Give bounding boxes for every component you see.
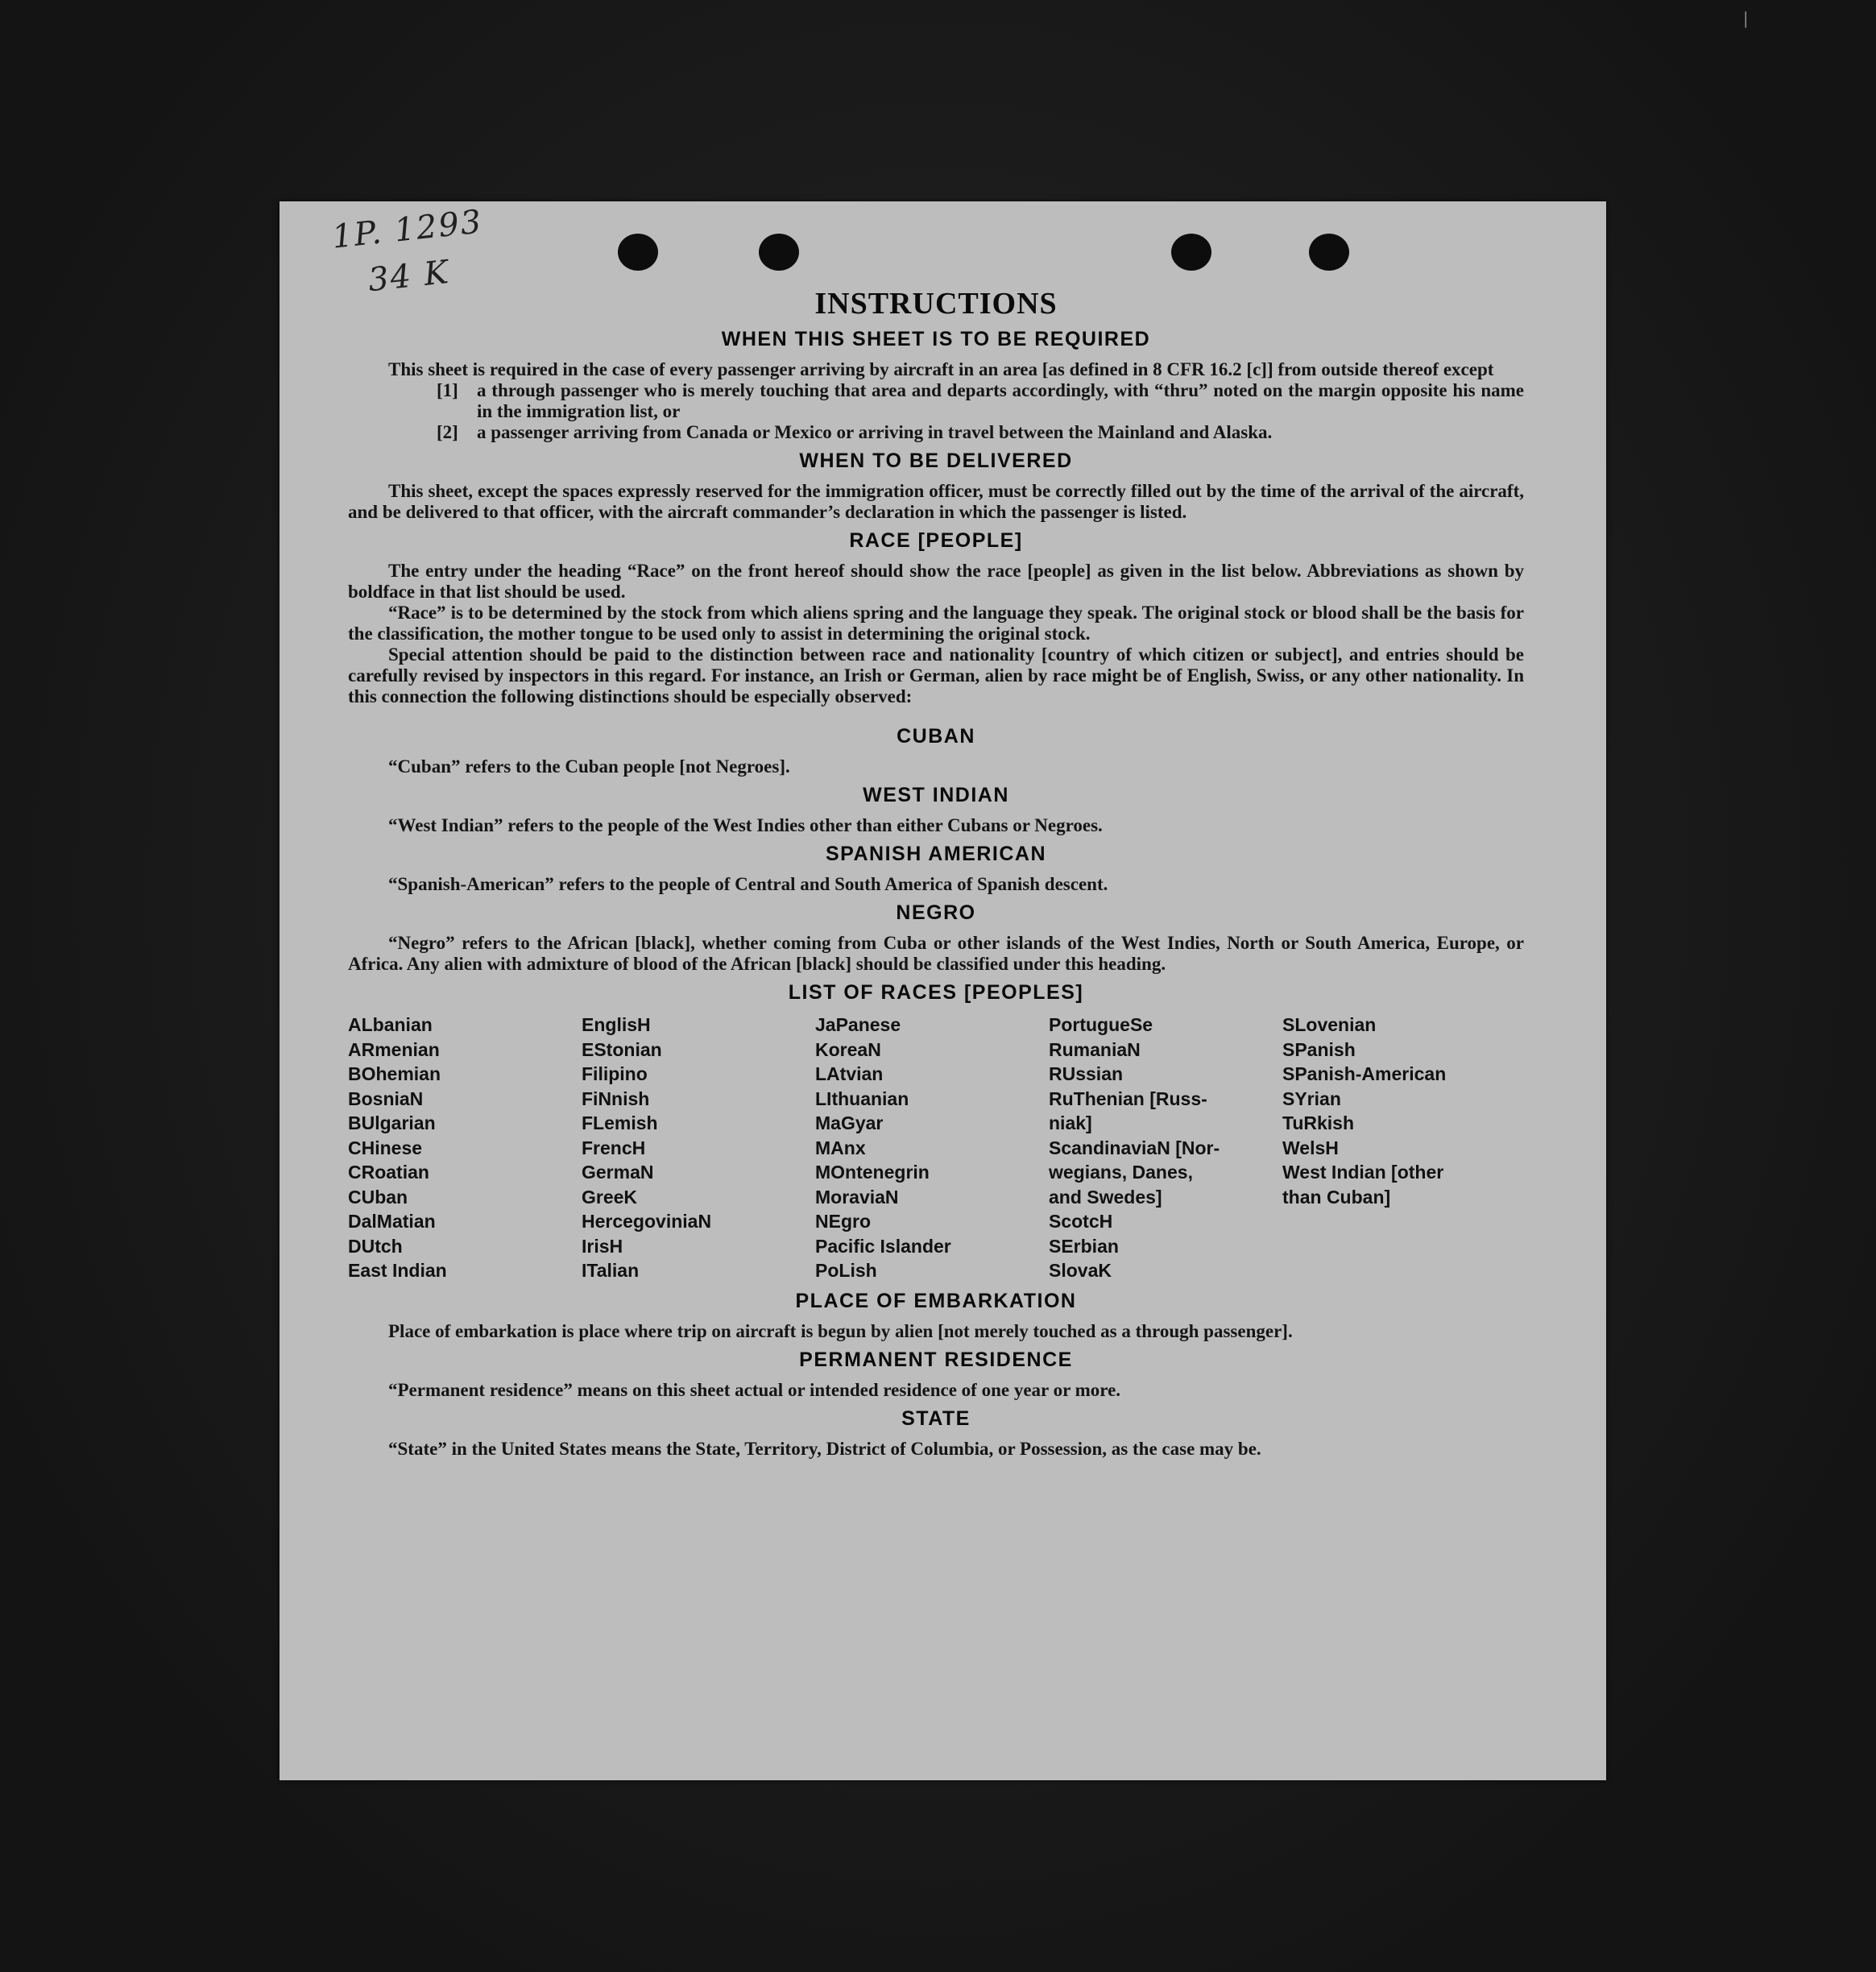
state-text: “State” in the United States means the State, Territory, District of Columbia, or Possession, as the case may be. (388, 1438, 1261, 1459)
race-entry: DalMatian (348, 1211, 436, 1232)
punch-hole (1171, 234, 1211, 271)
race-entry: IrisH (582, 1235, 623, 1257)
races-column (1282, 1013, 1524, 1283)
race-entry: RUssian (1049, 1063, 1124, 1084)
race-entry: NEgro (815, 1211, 871, 1232)
race-entry: CRoatian (348, 1162, 429, 1183)
races-column (582, 1013, 815, 1283)
race-entry: East Indian (348, 1260, 447, 1281)
exception-number: [1] (437, 380, 458, 400)
race-entry: MAnx (815, 1137, 866, 1158)
race-entry: MOntenegrin (815, 1162, 930, 1183)
race-entry: EStonian (582, 1038, 662, 1060)
race-entry: PoLish (815, 1260, 877, 1281)
punch-hole (1309, 234, 1349, 271)
races-list (348, 1013, 1524, 1283)
race-entry: SPanish (1282, 1038, 1356, 1060)
race-heading: RACE [PEOPLE] (849, 529, 1023, 552)
races-column (815, 1013, 1049, 1283)
race-entry: LIthuanian (815, 1088, 909, 1109)
race-entry: FrencH (582, 1137, 646, 1158)
race-entry: FLemish (582, 1112, 658, 1133)
when-required-heading: WHEN THIS SHEET IS TO BE REQUIRED (721, 328, 1151, 350)
race-entry: JaPanese (815, 1014, 901, 1035)
race-entry: BOhemian (348, 1063, 441, 1084)
race-entry: BosniaN (348, 1088, 424, 1109)
punch-hole (759, 234, 799, 271)
race-paragraph-1: The entry under the heading “Race” on the front hereof should show the race [people] as given in the list below. Abbreviations as shown by boldface in that list should be used. (348, 561, 1524, 602)
west-indian-text: “West Indian” refers to the people of the West Indies other than either Cubans or Negroes. (388, 815, 1103, 835)
scan-edge-mark: | (1744, 8, 1748, 28)
handwritten-note-1: 1P. 1293 (330, 203, 485, 256)
race-entry: RuThenian [Russ- niak] (1049, 1088, 1207, 1133)
race-entry: SPanish-American (1282, 1063, 1447, 1084)
race-entry: West Indian [other than Cuban] (1282, 1162, 1444, 1208)
handwritten-note-2: 34 K (366, 253, 452, 300)
page-title: INSTRUCTIONS (814, 287, 1058, 321)
list-of-races-heading: LIST OF RACES [PEOPLES] (788, 981, 1084, 1004)
race-entry: DUtch (348, 1235, 403, 1257)
race-entry: TuRkish (1282, 1112, 1355, 1133)
race-entry: ITalian (582, 1260, 640, 1281)
race-entry: EnglisH (582, 1014, 651, 1035)
race-entry: SErbian (1049, 1235, 1119, 1257)
race-entry: CHinese (348, 1137, 423, 1158)
race-entry: MoraviaN (815, 1186, 899, 1208)
race-entry: WelsH (1282, 1137, 1339, 1158)
race-entry: FiNnish (582, 1088, 650, 1109)
exception-item (437, 422, 1524, 443)
race-entry: RumaniaN (1049, 1038, 1141, 1060)
race-entry: PortugueSe (1049, 1014, 1153, 1035)
negro-heading: NEGRO (896, 901, 976, 924)
residence-text: “Permanent residence” means on this sheet actual or intended residence of one year or more. (388, 1379, 1121, 1400)
race-entry: SLovenian (1282, 1014, 1377, 1035)
race-entry: Pacific Islander (815, 1235, 951, 1257)
spanish-american-heading: SPANISH AMERICAN (825, 843, 1046, 865)
instruction-sheet (280, 201, 1606, 1780)
race-entry: GreeK (582, 1186, 638, 1208)
race-entry: GermaN (582, 1162, 654, 1183)
race-paragraph-3: Special attention should be paid to the distinction between race and nationality [country of which citizen or subject], and entries should be carefully revised by inspectors in this regard. For instance, an Irish or German, alien by race might be of English, Swiss, or any other nationality. In this connection the following distinctions should be especially observed: (348, 644, 1524, 706)
negro-text: “Negro” refers to the African [black], whether coming from Cuba or other islands of the West Indies, North or South America, Europe, or Africa. Any alien with admixture of blood of the African [black] should be classified under this heading. (348, 933, 1524, 974)
race-entry: BUlgarian (348, 1112, 436, 1133)
race-entry: KoreaN (815, 1038, 881, 1060)
embarkation-text: Place of embarkation is place where trip on aircraft is begun by alien [not merely touched as a through passenger]. (388, 1320, 1293, 1341)
race-entry: SlovaK (1049, 1260, 1112, 1281)
spanish-american-text: “Spanish-American” refers to the people of Central and South America of Spanish descent. (388, 874, 1108, 894)
exception-text: a through passenger who is merely touching that area and departs accordingly, with “thru” noted on the margin opposite his name in the immigration list, or (477, 380, 1524, 421)
embarkation-heading: PLACE OF EMBARKATION (795, 1289, 1077, 1312)
race-entry: ScandinaviaN [Nor- wegians, Danes, and Swedes] (1049, 1137, 1220, 1208)
races-column (1049, 1013, 1282, 1283)
exception-text: a passenger arriving from Canada or Mexico or arriving in travel between the Mainland and Alaska. (477, 422, 1273, 442)
instructions-content (348, 286, 1524, 1460)
exception-number: [2] (437, 422, 458, 442)
cuban-heading: CUBAN (897, 725, 975, 748)
race-entry: ARmenian (348, 1038, 440, 1060)
race-entry: Filipino (582, 1063, 648, 1084)
exceptions-list (437, 380, 1524, 443)
races-column (348, 1013, 582, 1283)
residence-heading: PERMANENT RESIDENCE (799, 1348, 1073, 1371)
when-delivered-heading: WHEN TO BE DELIVERED (799, 450, 1073, 472)
race-entry: MaGyar (815, 1112, 884, 1133)
race-entry: HercegoviniaN (582, 1211, 712, 1232)
race-entry: LAtvian (815, 1063, 884, 1084)
race-entry: SYrian (1282, 1088, 1341, 1109)
exception-item (437, 380, 1524, 422)
race-entry: ScotcH (1049, 1211, 1113, 1232)
when-required-text: This sheet is required in the case of every passenger arriving by aircraft in an area [as defined in 8 CFR 16.2 [c]] from outside thereof except (388, 359, 1494, 379)
punch-hole (618, 234, 658, 271)
cuban-text: “Cuban” refers to the Cuban people [not Negroes]. (388, 756, 790, 777)
race-paragraph-2: “Race” is to be determined by the stock from which aliens spring and the language they speak. The original stock or blood shall be the basis for the classification, the mother tongue to be used only to assist in determining the original stock. (348, 603, 1524, 644)
race-entry: CUban (348, 1186, 408, 1208)
when-delivered-text: This sheet, except the spaces expressly reserved for the immigration officer, must be correctly filled out by the time of the arrival of the aircraft, and be delivered to that officer, with the aircraft commander’s declaration in which the passenger is listed. (348, 481, 1524, 522)
state-heading: STATE (901, 1406, 971, 1430)
west-indian-heading: WEST INDIAN (863, 784, 1009, 806)
race-entry: ALbanian (348, 1014, 433, 1035)
